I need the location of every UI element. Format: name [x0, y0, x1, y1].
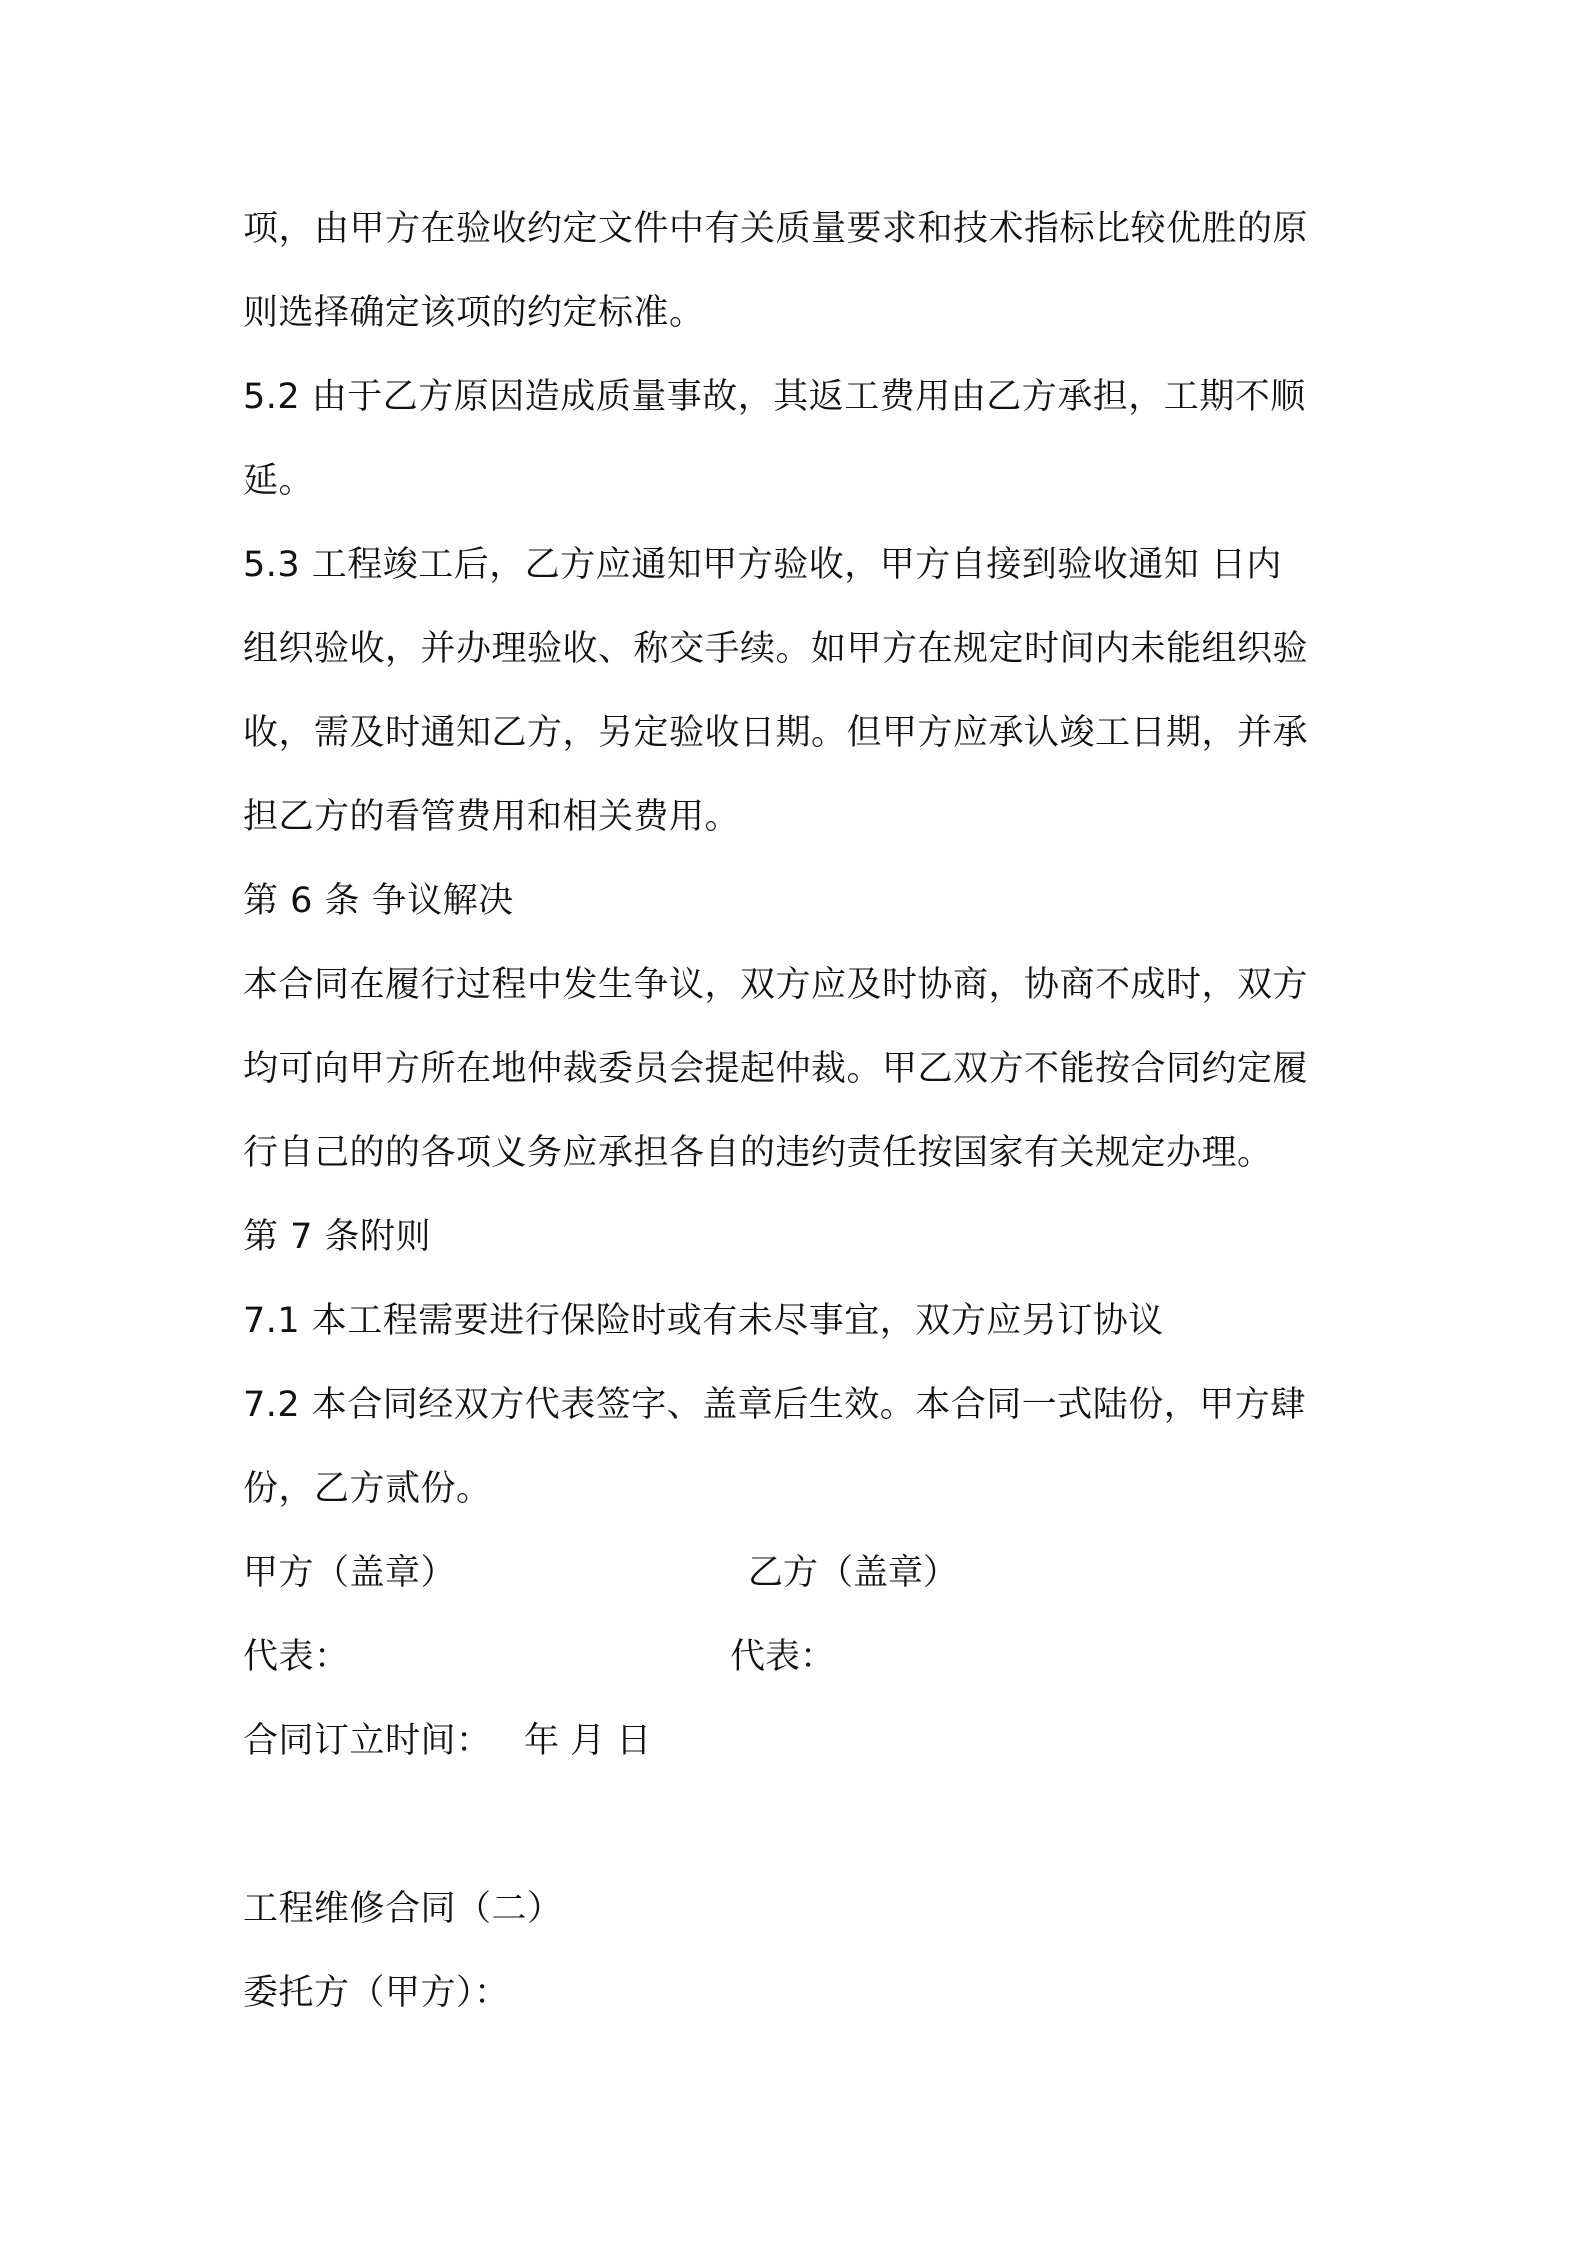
contract-date-label: 合同订立时间： [243, 1721, 492, 1761]
article-7-heading: 第 7 条附则 [243, 1217, 432, 1257]
clause-5-2: 5.2 由于乙方原因造成质量事故，其返工费用由乙方承担，工期不顺 [243, 377, 1306, 417]
body-line: 担乙方的看管费用和相关费用。 [243, 797, 741, 837]
body-line: 则选择确定该项的约定标准。 [243, 293, 705, 333]
party-a-representative: 代表： [243, 1637, 350, 1677]
body-line: 延。 [243, 461, 315, 501]
party-b-seal: 乙方（盖章） [748, 1553, 959, 1593]
clause-7-2: 7.2 本合同经双方代表签字、盖章后生效。本合同一式陆份，甲方肆 [243, 1385, 1306, 1425]
client-party-label: 委托方（甲方）： [243, 1973, 510, 2013]
article-6-heading: 第 6 条 争议解决 [243, 881, 514, 921]
party-a-seal: 甲方（盖章） [243, 1553, 457, 1593]
body-line: 本合同在履行过程中发生争议，双方应及时协商，协商不成时，双方 [243, 965, 1309, 1005]
body-line: 组织验收，并办理验收、称交手续。如甲方在规定时间内未能组织验 [243, 629, 1309, 669]
body-line: 项，由甲方在验收约定文件中有关质量要求和技术指标比较优胜的原 [243, 209, 1309, 249]
body-line: 行自己的的各项义务应承担各自的违约责任按国家有关规定办理。 [243, 1133, 1273, 1173]
body-line: 均可向甲方所在地仲裁委员会提起仲裁。甲乙双方不能按合同约定履 [243, 1049, 1309, 1089]
body-line: 收，需及时通知乙方，另定验收日期。但甲方应承认竣工日期，并承 [243, 713, 1309, 753]
party-b-representative: 代表： [730, 1637, 836, 1677]
contract-date-value: 年 月 日 [524, 1721, 652, 1761]
clause-5-3: 5.3 工程竣工后，乙方应通知甲方验收，甲方自接到验收通知 日内 [243, 545, 1282, 585]
next-contract-title: 工程维修合同（二） [243, 1889, 563, 1929]
clause-7-1: 7.1 本工程需要进行保险时或有未尽事宜，双方应另订协议 [243, 1301, 1164, 1341]
body-line: 份，乙方贰份。 [243, 1469, 492, 1509]
